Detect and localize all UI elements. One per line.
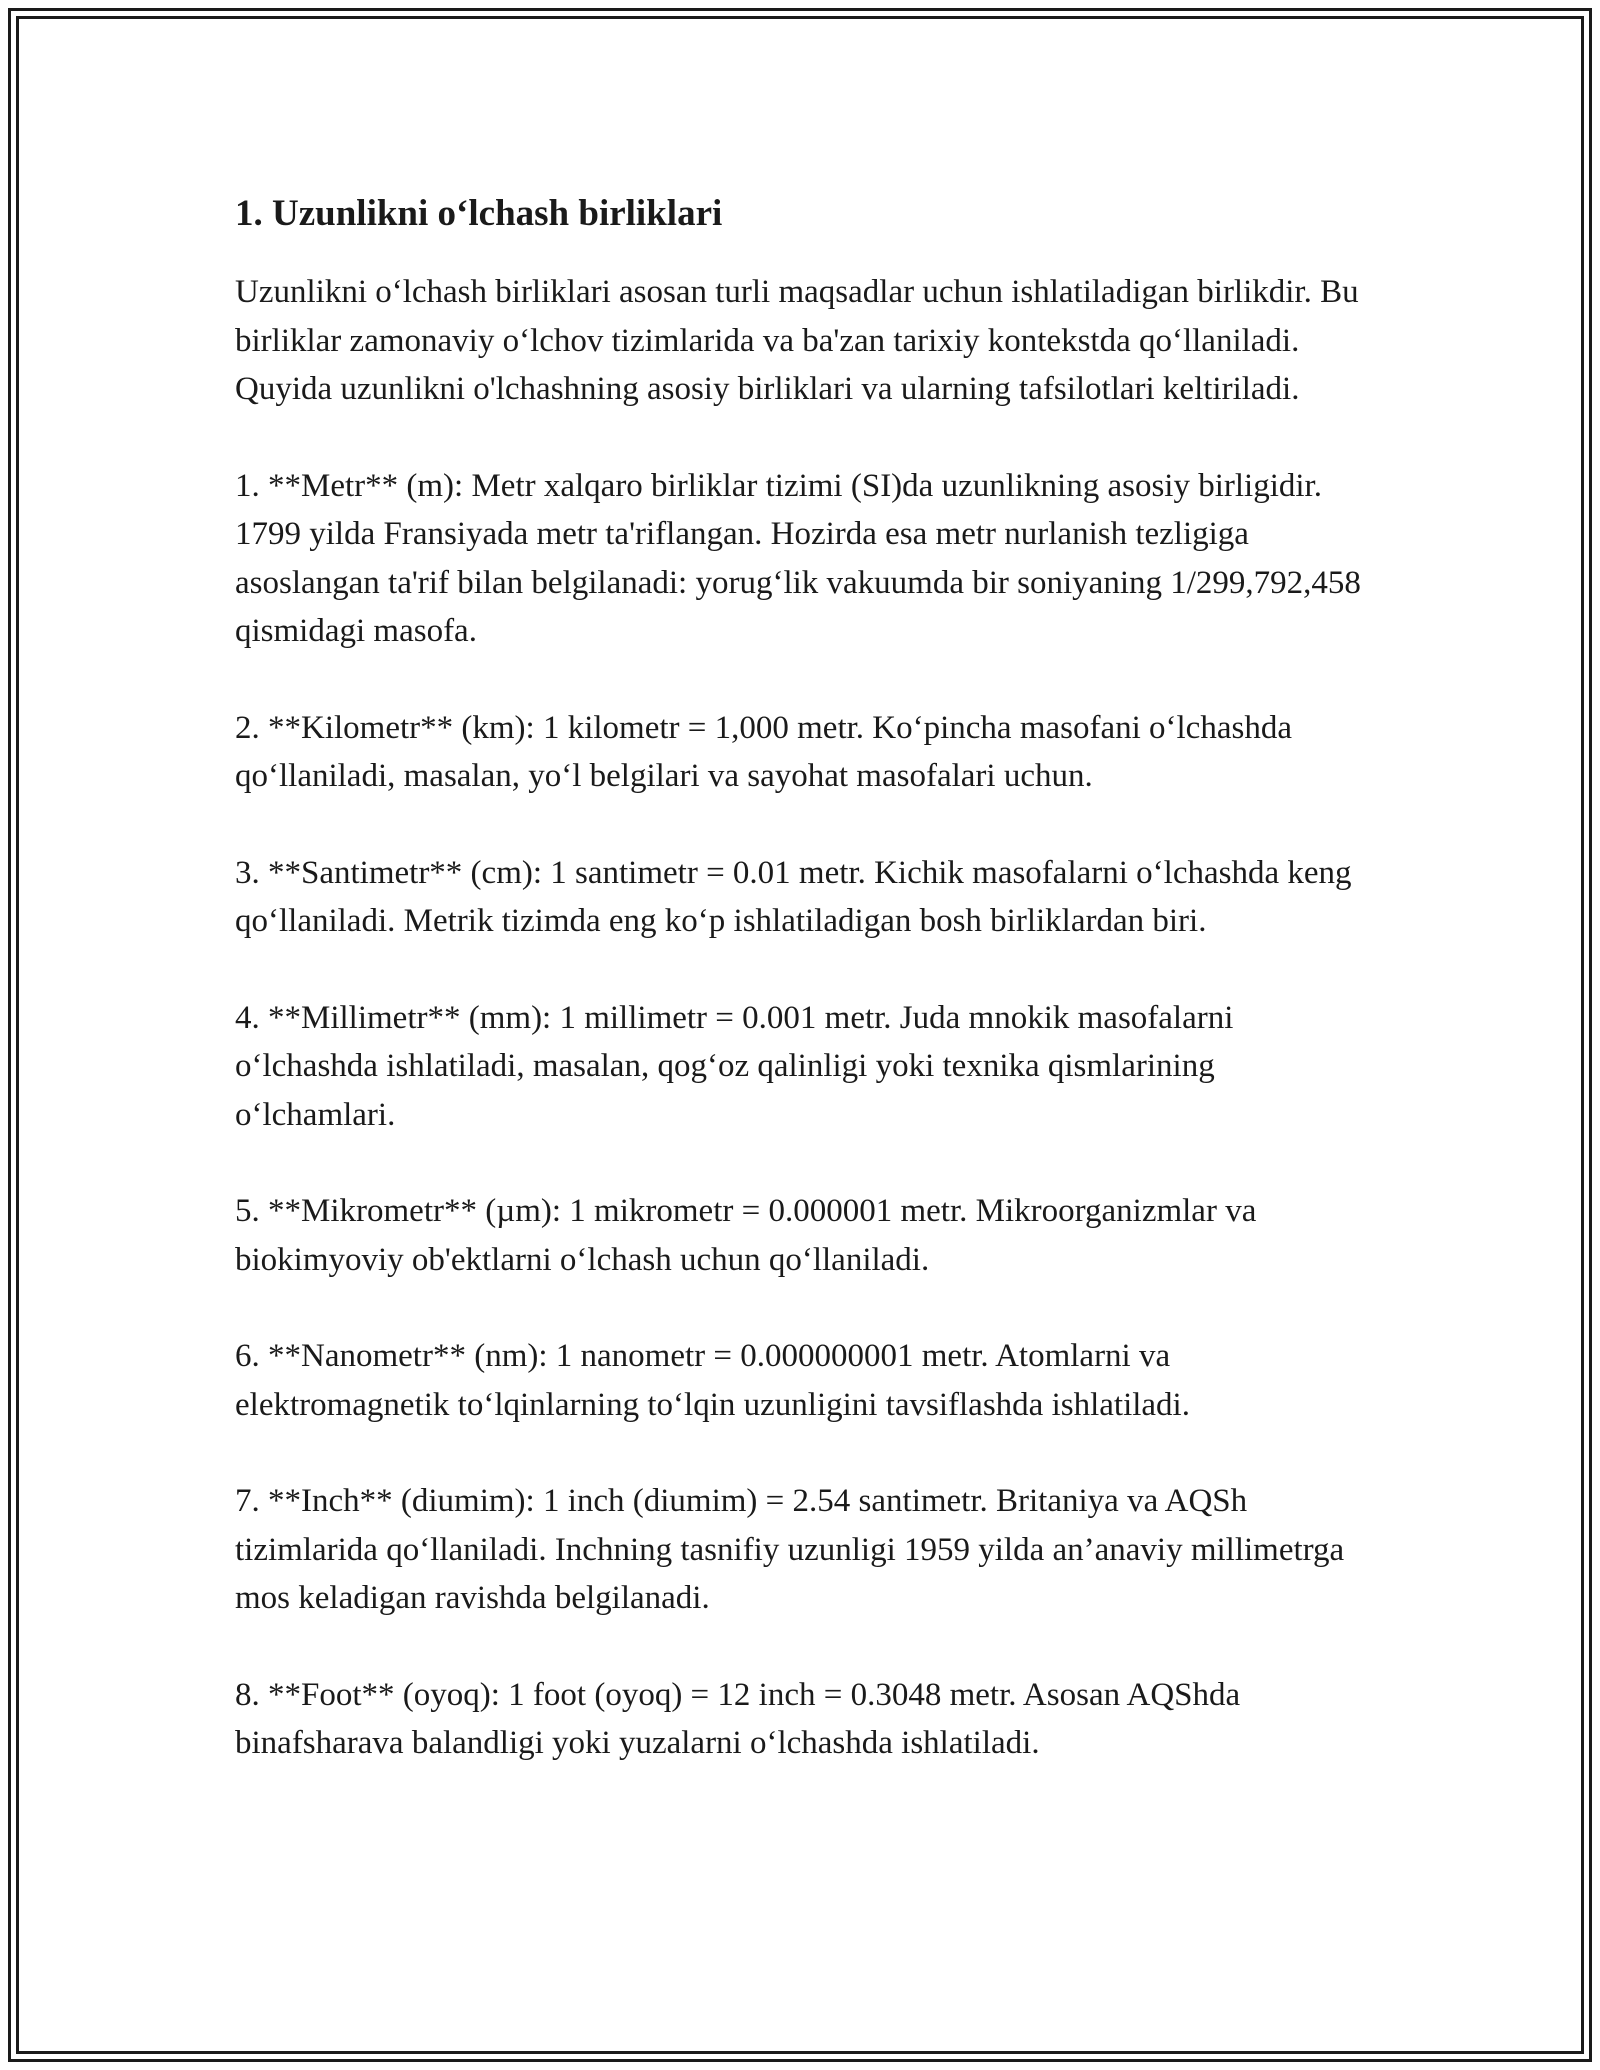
- unit-item-nanometr: 6. **Nanometr** (nm): 1 nanometr = 0.000000001 metr. Atomlarni va elektromagnetik to‘lqinlarning to‘lqin uzunligini tavsiflashda ishlatiladi.: [235, 1338, 1190, 1423]
- unit-item-kilometr: 2. **Kilometr** (km): 1 kilometr = 1,000 metr. Ko‘pincha masofani o‘lchashda qo‘llaniladi, masalan, yo‘l belgilari va sayohat masofalari uchun.: [235, 709, 1292, 794]
- document-body: [235, 188, 1365, 1816]
- intro-paragraph: Uzunlikni o‘lchash birliklari asosan turli maqsadlar uchun ishlatiladigan birlikdir. Bu birliklar zamonaviy o‘lchov tizimlarida va ba'zan tarixiy kontekstda qo‘llaniladi. Quyida uzunlikni o'lchashning asosiy birliklari va ularning tafsilotlari keltiriladi.: [235, 274, 1359, 407]
- unit-item-millimetr: 4. **Millimetr** (mm): 1 millimetr = 0.001 metr. Juda mnokik masofalarni o‘lchashda ishlatiladi, masalan, qog‘oz qalinligi yoki texnika qismlarining o‘lchamlari.: [235, 999, 1234, 1133]
- unit-item-inch: 7. **Inch** (diumim): 1 inch (diumim) = 2.54 santimetr. Britaniya va AQSh tizimlarida qo‘llaniladi. Inchning tasnifiy uzunligi 1959 yilda an’anaviy millimetrga mos keladigan ravishda belgilanadi.: [235, 1483, 1345, 1616]
- unit-item-foot: 8. **Foot** (oyoq): 1 foot (oyoq) = 12 inch = 0.3048 metr. Asosan AQShda binafsharava balandligi yoki yuzalarni o‘lchashda ishlatiladi.: [235, 1676, 1241, 1761]
- section-heading: 1. Uzunlikni o‘lchash birliklari: [235, 193, 723, 234]
- unit-item-metr: 1. **Metr** (m): Metr xalqaro birliklar tizimi (SI)da uzunlikning asosiy birligidir. 1799 yilda Fransiyada metr ta'riflangan. Hozirda esa metr nurlanish tezligiga asoslangan ta'rif bilan belgilanadi: yorug‘lik vakuumda bir soniyaning 1/299,792,458 qismidagi masofa.: [235, 467, 1361, 649]
- unit-item-santimetr: 3. **Santimetr** (cm): 1 santimetr = 0.01 metr. Kichik masofalarni o‘lchashda keng qo‘llaniladi. Metrik tizimda eng ko‘p ishlatiladigan bosh birliklardan biri.: [235, 854, 1352, 939]
- unit-item-mikrometr: 5. **Mikrometr** (µm): 1 mikrometr = 0.000001 metr. Mikroorganizmlar va biokimyoviy ob'ektlarni o‘lchash uchun qo‘llaniladi.: [235, 1193, 1257, 1278]
